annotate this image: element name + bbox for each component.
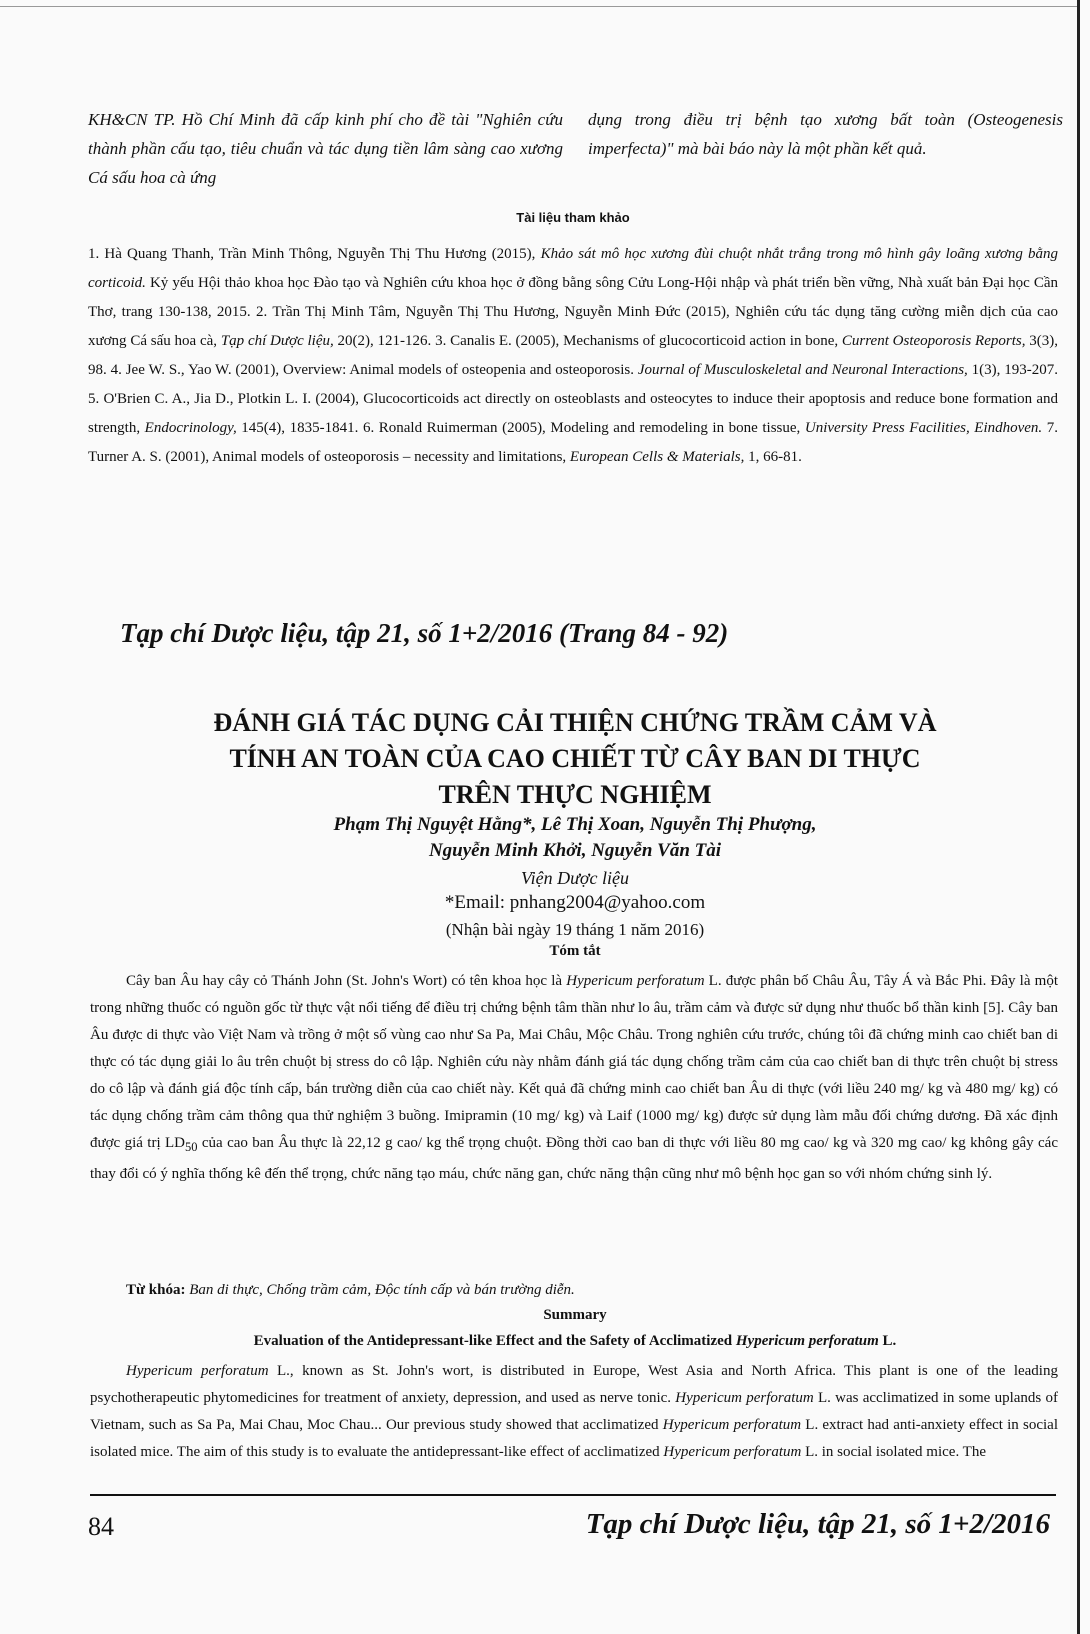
footer-rule	[90, 1494, 1056, 1496]
reference-7: 7. Turner A. S. (2001), Animal models of osteoporosis – necessity and limitations, European Cells & Materials, 1, 66-81.	[88, 420, 1058, 465]
page-number: 84	[88, 1512, 114, 1541]
english-title: Evaluation of the Antidepressant-like Effect and the Safety of Acclimatized Hypericum perforatum L.	[253, 1333, 897, 1349]
keywords-value: Ban di thực, Chống trầm cảm, Độc tính cấp và bán trường diễn.	[185, 1282, 575, 1298]
reference-6: 6. Ronald Ruimerman (2005), Modeling and remodeling in bone tissue, University Press Facilities, Eindhoven.	[358, 420, 1043, 436]
references-heading: Tài liệu tham khảo	[516, 210, 630, 225]
reference-1: 1. Hà Quang Thanh, Trần Minh Thông, Nguyễn Thị Thu Hương (2015), Khảo sát mô học xương đùi chuột nhắt trắng trong mô hình gây loãng xương bằng corticoid. Kỷ yếu Hội thảo khoa học Đào tạo và Nghiên cứu khoa học ở đồng bằng sông Cửu Long-Hội nhập và phát triển bền vững, Nhà xuất bản Đại học Cần Thơ, trang 130-138, 2015.	[88, 246, 1058, 320]
journal-citation: Tạp chí Dược liệu, tập 21, số 1+2/2016 (Trang 84 - 92)	[120, 618, 729, 648]
abstract-text: Cây ban Âu hay cây cỏ Thánh John (St. John's Wort) có tên khoa học là Hypericum perforatum L. được phân bố Châu Âu, Tây Á và Bắc Phi. Đây là một trong những thuốc có nguồn gốc từ thực vật nổi tiếng để điều trị chứng bệnh tâm thần như lo âu, trầm cảm và được sử dụng như thuốc bổ thần kinh [5]. Cây ban Âu được di thực vào Việt Nam và trồng ở một số vùng cao như Sa Pa, Mai Châu, Mộc Châu. Trong nghiên cứu trước, chúng tôi đã chứng minh cao chiết ban di thực có tác dụng giải lo âu trên chuột bị stress do cô lập. Nghiên cứu này nhằm đánh giá tác dụng chống trầm cảm của cao chiết ban di thực trên chuột bị stress do cô lập và đánh giá độc tính cấp, bán trường diễn của cao chiết này. Kết quả đã chứng minh cao chiết ban Âu di thực (với liều 240 mg/ kg và 480 mg/ kg) có tác dụng chống trầm cảm thông qua thử nghiệm 3 buồng. Imipramin (10 mg/ kg) và Laif (1000 mg/ kg) được sử dụng làm mẫu đối chứng dương. Đã xác định được giá trị $LD_{50}$ của cao ban Âu thực là 22,12 g cao/ kg thể trọng chuột. Đồng thời cao ban di thực với liều 80 mg cao/ kg và 320 mg cao/ kg không gây các thay đổi có ý nghĩa thống kê đến thể trọng, chức năng tạo máu, chức năng gan, chức năng thận cũng như mô bệnh học gan so với nhóm chứng sinh lý.	[90, 973, 1058, 1182]
corresponding-email: *Email: pnhang2004@yahoo.com	[444, 892, 706, 913]
article-title-line-1: ĐÁNH GIÁ TÁC DỤNG CẢI THIỆN CHỨNG TRẦM CẢM VÀ	[213, 708, 937, 737]
article-title-line-2: TÍNH AN TOÀN CỦA CAO CHIẾT TỪ CÂY BAN DI THỰC	[229, 744, 921, 773]
keywords	[126, 1278, 1056, 1302]
references-list	[88, 240, 1058, 472]
authors	[90, 812, 1060, 864]
affiliation: Viện Dược liệu	[520, 868, 630, 888]
continuation-left-column: KH&CN TP. Hồ Chí Minh đã cấp kinh phí cho đề tài "Nghiên cứu thành phần cấu tạo, tiêu chuẩn và tác dụng tiền lâm sàng cao xương Cá sấu hoa cà ứng	[88, 110, 563, 187]
abstract-heading: Tóm tắt	[549, 943, 601, 959]
summary-text: Hypericum perforatum L., known as St. John's wort, is distributed in Europe, West Asia and North Africa. This plant is one of the leading psychotherapeutic phytomedicines for treatment of anxiety, depression, and used as nerve tonic. Hypericum perforatum L. was acclimatized in some uplands of Vietnam, such as Sa Pa, Mai Chau, Moc Chau... Our previous study showed that acclimatized Hypericum perforatum L. extract had anti-anxiety effect in social isolated mice. The aim of this study is to evaluate the antidepressant-like effect of acclimatized Hypericum perforatum L. in social isolated mice. The	[90, 1363, 1058, 1460]
reference-4: 4. Jee W. S., Yao W. (2001), Overview: Animal models of osteopenia and osteoporosis. Journal of Musculoskeletal and Neuronal Interactions, 1(3), 193-207.	[106, 362, 1058, 378]
article-title	[90, 705, 1060, 813]
reference-2: 2. Trần Thị Minh Tâm, Nguyễn Thị Thu Hương, Nguyễn Minh Đức (2015), Nghiên cứu tác dụng tăng cường miễn dịch của cao xương Cá sấu hoa cà, Tạp chí Dược liệu, 20(2), 121-126.	[88, 304, 1058, 349]
article-title-line-3: TRÊN THỰC NGHIỆM	[438, 780, 712, 809]
previous-article-continuation	[88, 105, 1063, 191]
scan-edge	[1077, 0, 1080, 1634]
footer-journal-name: Tạp chí Dược liệu, tập 21, số 1+2/2016	[585, 1508, 1050, 1540]
authors-line-1: Phạm Thị Nguyệt Hằng*, Lê Thị Xoan, Nguyễn Thị Phượng,	[333, 814, 817, 835]
keywords-label: Từ khóa:	[126, 1282, 186, 1298]
top-scan-line	[0, 6, 1080, 7]
reference-5: 5. O'Brien C. A., Jia D., Plotkin L. I. (2004), Glucocorticoids act directly on osteoblasts and osteocytes to induce their apoptosis and reduce bone formation and strength, Endocrinology, 145(4), 1835-1841.	[88, 391, 1058, 436]
reference-3: 3. Canalis E. (2005), Mechanisms of glucocorticoid action in bone, Current Osteoporosis Reports, 3(3), 98.	[88, 333, 1058, 378]
summary-heading: Summary	[543, 1307, 607, 1323]
authors-line-2: Nguyễn Minh Khởi, Nguyễn Văn Tài	[428, 840, 722, 861]
received-date: (Nhận bài ngày 19 tháng 1 năm 2016)	[445, 920, 705, 939]
continuation-right-column: dụng trong điều trị bệnh tạo xương bất toàn (Osteogenesis imperfecta)" mà bài báo này là một phần kết quả.	[588, 110, 1063, 158]
